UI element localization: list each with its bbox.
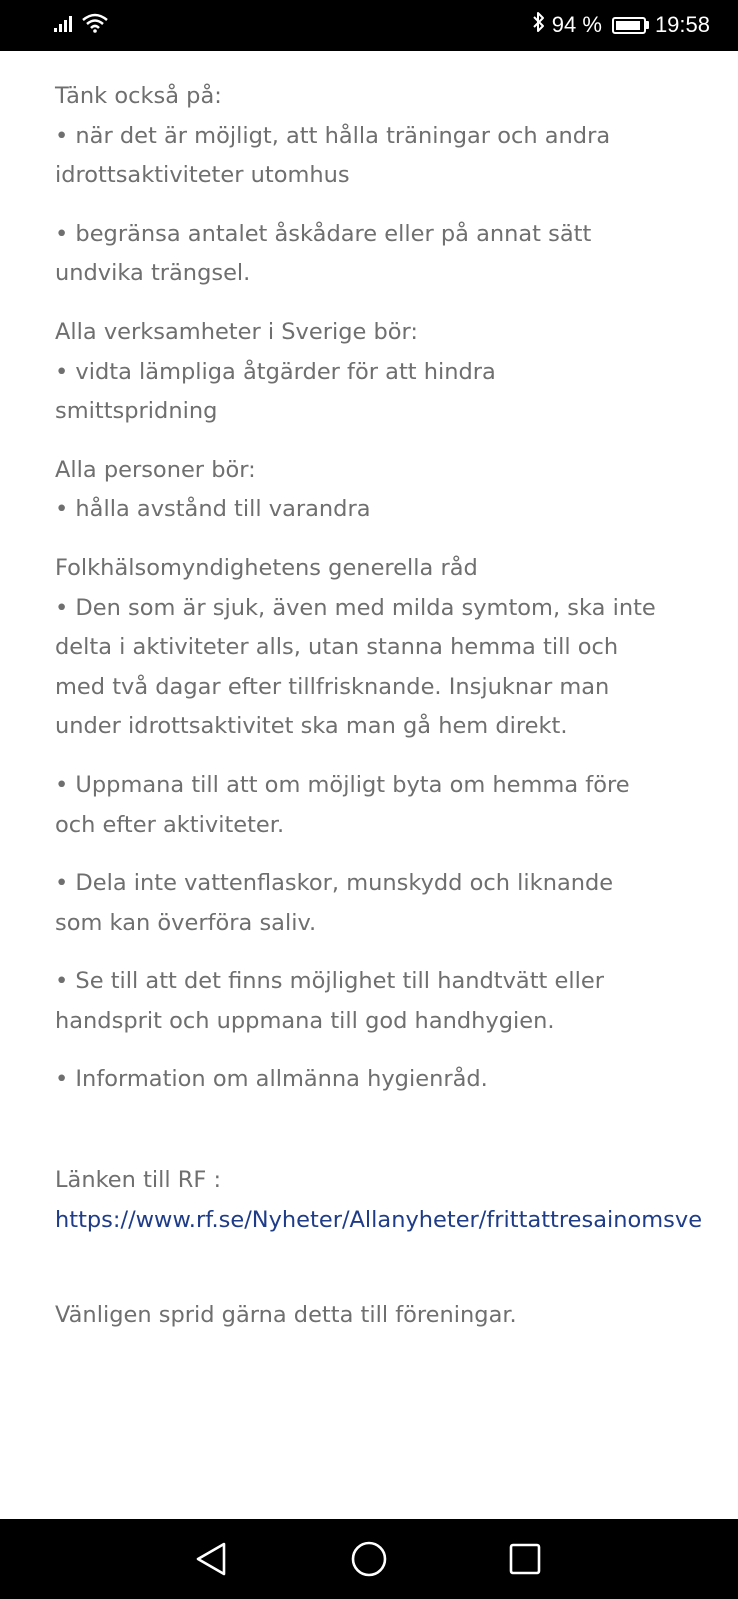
home-button[interactable]: [349, 1539, 389, 1579]
paragraph-heading: Folkhälsomyndighetens generella råd: [55, 554, 478, 581]
paragraph-limit-spectators: [55, 215, 715, 294]
bullet-line: idrottsaktiviteter utomhus: [55, 162, 350, 189]
recents-button[interactable]: [505, 1539, 545, 1579]
bullet-line: • hålla avstånd till varandra: [55, 496, 371, 523]
bullet-line: • Information om allmänna hygienråd.: [55, 1066, 488, 1093]
paragraph-water-bottles: [55, 864, 715, 943]
bullet-line: med två dagar efter tillfrisknande. Insjuknar man: [55, 673, 610, 700]
bullet-line: • Se till att det finns möjlighet till handtvätt eller: [55, 968, 604, 995]
battery-percent: 94 %: [551, 12, 602, 37]
bullet-line: och efter aktiviteter.: [55, 811, 285, 838]
bullet-line: • Dela inte vattenflaskor, munskydd och liknande: [55, 870, 614, 897]
status-left: [54, 11, 108, 39]
paragraph-general-advice: [55, 549, 715, 747]
paragraph-persons: [55, 451, 715, 530]
message-content: [55, 77, 715, 1355]
rf-link[interactable]: https://www.rf.se/Nyheter/Allanyheter/frittattresainomsve: [55, 1206, 703, 1233]
closing-text: Vänligen sprid gärna detta till föreningar.: [55, 1302, 517, 1329]
bullet-line: smittspridning: [55, 398, 218, 425]
bullet-line: • när det är möjligt, att hålla träningar och andra: [55, 122, 611, 149]
status-right: [532, 9, 710, 41]
paragraph-heading: Alla personer bör:: [55, 456, 256, 483]
battery-icon: [612, 17, 646, 34]
bullet-line: under idrottsaktivitet ska man gå hem direkt.: [55, 713, 568, 740]
back-button[interactable]: [191, 1539, 231, 1579]
navigation-bar: [0, 1519, 738, 1599]
bullet-line: som kan överföra saliv.: [55, 909, 317, 936]
paragraph-think-also: [55, 77, 715, 196]
status-bar: [0, 0, 738, 51]
spacer: [55, 1259, 715, 1296]
bluetooth-icon: [532, 11, 546, 39]
clock: 19:58: [654, 12, 710, 37]
paragraph-businesses: [55, 313, 715, 432]
signal-icon: [54, 14, 76, 36]
paragraph-hand-hygiene: [55, 962, 715, 1041]
home-circle-icon: [350, 1540, 388, 1578]
bullet-line: handsprit och uppmana till god handhygien.: [55, 1007, 555, 1034]
wifi-icon: [82, 13, 108, 37]
bullet-line: • Den som är sjuk, även med milda symtom, ska inte: [55, 594, 656, 621]
spacer: [55, 1119, 715, 1161]
bullet-line: undvika trängsel.: [55, 260, 251, 287]
bullet-line: • vidta lämpliga åtgärder för att hindra: [55, 358, 496, 385]
bullet-line: • Uppmana till att om möjligt byta om hemma före: [55, 771, 630, 798]
paragraph-closing: [55, 1296, 715, 1336]
link-label: Länken till RF :: [55, 1167, 222, 1194]
recents-square-icon: [508, 1542, 542, 1576]
paragraph-hygiene-info: [55, 1060, 715, 1100]
paragraph-heading: Tänk också på:: [55, 83, 222, 109]
paragraph-link: [55, 1161, 715, 1240]
back-triangle-icon: [194, 1541, 228, 1577]
bullet-line: delta i aktiviteter alls, utan stanna hemma till och: [55, 634, 619, 661]
paragraph-heading: Alla verksamheter i Sverige bör:: [55, 318, 418, 345]
battery-level-fill: [616, 21, 640, 30]
paragraph-change-at-home: [55, 766, 715, 845]
battery-tip: [646, 21, 649, 29]
bullet-line: • begränsa antalet åskådare eller på annat sätt: [55, 220, 592, 247]
